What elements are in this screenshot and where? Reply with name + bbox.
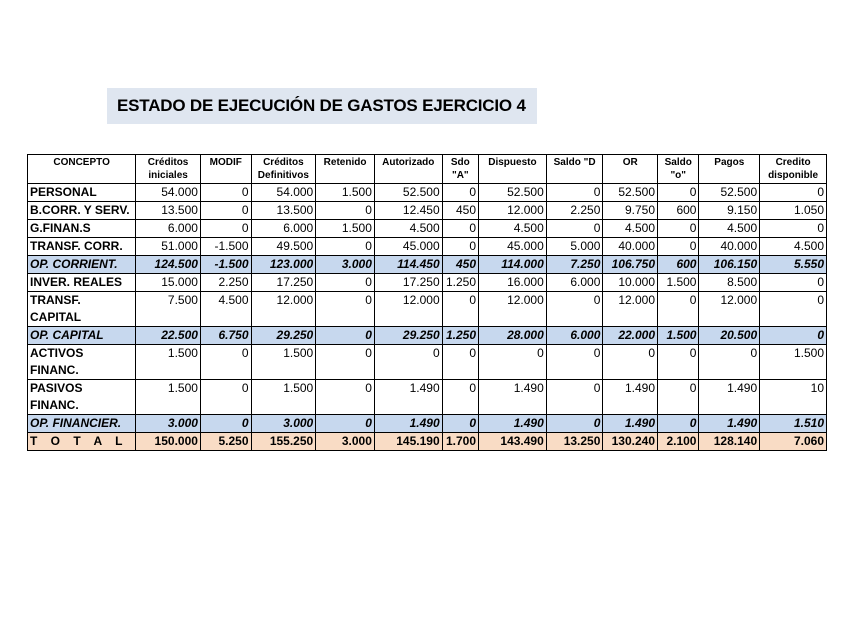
- value-cell: 0: [316, 345, 375, 380]
- value-cell: 0: [316, 415, 375, 433]
- value-cell: 0: [658, 415, 699, 433]
- value-cell: 1.490: [479, 380, 547, 415]
- value-cell: 40.000: [699, 238, 760, 256]
- table-row: [28, 274, 827, 292]
- value-cell: 16.000: [479, 274, 547, 292]
- concept-cell: OP. FINANCIER.: [28, 415, 136, 433]
- value-cell: 7.500: [136, 292, 201, 327]
- value-cell: 3.000: [251, 415, 316, 433]
- value-cell: 0: [760, 184, 827, 202]
- value-cell: 0: [200, 184, 251, 202]
- subtotal-row: [28, 256, 827, 274]
- value-cell: 12.000: [479, 202, 547, 220]
- value-cell: 0: [546, 220, 603, 238]
- column-header: Créditos iniciales: [136, 155, 201, 184]
- concept-cell: PASIVOS FINANC.: [28, 380, 136, 415]
- value-cell: 1.500: [251, 345, 316, 380]
- value-cell: 0: [658, 345, 699, 380]
- value-cell: 4.500: [374, 220, 442, 238]
- value-cell: 600: [658, 256, 699, 274]
- value-cell: 0: [546, 184, 603, 202]
- value-cell: 0: [442, 292, 478, 327]
- value-cell: 1.500: [760, 345, 827, 380]
- value-cell: 52.500: [374, 184, 442, 202]
- value-cell: 2.250: [200, 274, 251, 292]
- value-cell: 0: [658, 292, 699, 327]
- value-cell: 0: [603, 345, 658, 380]
- value-cell: 0: [442, 345, 478, 380]
- value-cell: 1.490: [374, 380, 442, 415]
- value-cell: 0: [442, 415, 478, 433]
- concept-cell: G.FINAN.S: [28, 220, 136, 238]
- value-cell: 9.150: [699, 202, 760, 220]
- value-cell: 13.500: [251, 202, 316, 220]
- value-cell: 17.250: [374, 274, 442, 292]
- value-cell: 5.550: [760, 256, 827, 274]
- value-cell: 6.000: [136, 220, 201, 238]
- column-header: Créditos Definitivos: [251, 155, 316, 184]
- value-cell: 1.500: [316, 220, 375, 238]
- value-cell: 8.500: [699, 274, 760, 292]
- value-cell: 123.000: [251, 256, 316, 274]
- value-cell: 12.000: [374, 292, 442, 327]
- value-cell: 7.060: [760, 433, 827, 451]
- value-cell: 17.250: [251, 274, 316, 292]
- value-cell: 0: [699, 345, 760, 380]
- value-cell: 0: [316, 292, 375, 327]
- concept-cell: INVER. REALES: [28, 274, 136, 292]
- value-cell: 12.000: [479, 292, 547, 327]
- value-cell: 1.700: [442, 433, 478, 451]
- value-cell: 0: [760, 220, 827, 238]
- value-cell: 10: [760, 380, 827, 415]
- value-cell: 0: [546, 345, 603, 380]
- value-cell: 0: [316, 274, 375, 292]
- value-cell: 600: [658, 202, 699, 220]
- value-cell: 0: [374, 345, 442, 380]
- value-cell: 0: [442, 380, 478, 415]
- concept-cell: T O T A L: [28, 433, 136, 451]
- value-cell: 0: [658, 380, 699, 415]
- value-cell: 0: [760, 274, 827, 292]
- value-cell: 1.500: [136, 345, 201, 380]
- value-cell: 0: [200, 345, 251, 380]
- value-cell: 10.000: [603, 274, 658, 292]
- table-row: [28, 184, 827, 202]
- value-cell: 7.250: [546, 256, 603, 274]
- value-cell: 1.510: [760, 415, 827, 433]
- table-row: [28, 220, 827, 238]
- value-cell: 114.450: [374, 256, 442, 274]
- concept-cell: TRANSF. CAPITAL: [28, 292, 136, 327]
- value-cell: 0: [760, 327, 827, 345]
- value-cell: 0: [200, 415, 251, 433]
- concept-cell: TRANSF. CORR.: [28, 238, 136, 256]
- value-cell: 13.500: [136, 202, 201, 220]
- value-cell: 1.250: [442, 274, 478, 292]
- value-cell: 0: [316, 380, 375, 415]
- value-cell: 15.000: [136, 274, 201, 292]
- value-cell: 1.490: [699, 415, 760, 433]
- value-cell: 150.000: [136, 433, 201, 451]
- subtotal-row: [28, 327, 827, 345]
- value-cell: 0: [442, 238, 478, 256]
- value-cell: 12.000: [699, 292, 760, 327]
- subtotal-row: [28, 415, 827, 433]
- value-cell: 0: [658, 184, 699, 202]
- value-cell: 0: [546, 415, 603, 433]
- value-cell: -1.500: [200, 256, 251, 274]
- value-cell: 1.250: [442, 327, 478, 345]
- value-cell: 1.500: [251, 380, 316, 415]
- value-cell: 143.490: [479, 433, 547, 451]
- table-row: [28, 202, 827, 220]
- value-cell: 5.000: [546, 238, 603, 256]
- value-cell: 1.490: [374, 415, 442, 433]
- value-cell: 4.500: [699, 220, 760, 238]
- value-cell: 2.100: [658, 433, 699, 451]
- value-cell: 6.000: [546, 327, 603, 345]
- value-cell: 12.000: [603, 292, 658, 327]
- value-cell: 1.490: [603, 380, 658, 415]
- value-cell: 2.250: [546, 202, 603, 220]
- value-cell: 12.450: [374, 202, 442, 220]
- column-header: Sdo "A": [442, 155, 478, 184]
- value-cell: 52.500: [603, 184, 658, 202]
- value-cell: 155.250: [251, 433, 316, 451]
- value-cell: 1.500: [658, 327, 699, 345]
- value-cell: 6.000: [546, 274, 603, 292]
- value-cell: 0: [316, 202, 375, 220]
- header-row: [28, 155, 827, 184]
- value-cell: 22.500: [136, 327, 201, 345]
- concept-cell: ACTIVOS FINANC.: [28, 345, 136, 380]
- value-cell: 1.490: [699, 380, 760, 415]
- concept-cell: PERSONAL: [28, 184, 136, 202]
- value-cell: 128.140: [699, 433, 760, 451]
- value-cell: 450: [442, 256, 478, 274]
- value-cell: 1.490: [603, 415, 658, 433]
- value-cell: 0: [760, 292, 827, 327]
- value-cell: 13.250: [546, 433, 603, 451]
- value-cell: 3.000: [136, 415, 201, 433]
- value-cell: 0: [442, 220, 478, 238]
- column-header: Autorizado: [374, 155, 442, 184]
- value-cell: 29.250: [374, 327, 442, 345]
- concept-cell: OP. CORRIENT.: [28, 256, 136, 274]
- value-cell: 9.750: [603, 202, 658, 220]
- value-cell: 130.240: [603, 433, 658, 451]
- column-header: MODIF: [200, 155, 251, 184]
- budget-execution-table: [27, 154, 827, 451]
- value-cell: 124.500: [136, 256, 201, 274]
- value-cell: 106.750: [603, 256, 658, 274]
- value-cell: 12.000: [251, 292, 316, 327]
- value-cell: 0: [316, 327, 375, 345]
- value-cell: 0: [200, 380, 251, 415]
- value-cell: 5.250: [200, 433, 251, 451]
- value-cell: 3.000: [316, 433, 375, 451]
- value-cell: 450: [442, 202, 478, 220]
- column-header: Dispuesto: [479, 155, 547, 184]
- value-cell: 0: [658, 220, 699, 238]
- value-cell: 1.500: [316, 184, 375, 202]
- value-cell: 0: [658, 238, 699, 256]
- table-body: [28, 184, 827, 451]
- column-header: Saldo "o": [658, 155, 699, 184]
- column-header: CONCEPTO: [28, 155, 136, 184]
- column-header: Retenido: [316, 155, 375, 184]
- value-cell: -1.500: [200, 238, 251, 256]
- value-cell: 4.500: [200, 292, 251, 327]
- table-row: [28, 238, 827, 256]
- value-cell: 28.000: [479, 327, 547, 345]
- column-header: Credito disponible: [760, 155, 827, 184]
- column-header: OR: [603, 155, 658, 184]
- table-row: [28, 292, 827, 327]
- value-cell: 0: [200, 202, 251, 220]
- value-cell: 54.000: [251, 184, 316, 202]
- value-cell: 0: [442, 184, 478, 202]
- value-cell: 1.500: [136, 380, 201, 415]
- value-cell: 4.500: [603, 220, 658, 238]
- total-row: [28, 433, 827, 451]
- value-cell: 40.000: [603, 238, 658, 256]
- value-cell: 145.190: [374, 433, 442, 451]
- concept-cell: B.CORR. Y SERV.: [28, 202, 136, 220]
- value-cell: 45.000: [479, 238, 547, 256]
- value-cell: 20.500: [699, 327, 760, 345]
- value-cell: 1.050: [760, 202, 827, 220]
- value-cell: 0: [200, 220, 251, 238]
- value-cell: 3.000: [316, 256, 375, 274]
- value-cell: 22.000: [603, 327, 658, 345]
- value-cell: 0: [479, 345, 547, 380]
- report-title: ESTADO DE EJECUCIÓN DE GASTOS EJERCICIO 4: [117, 96, 526, 115]
- value-cell: 4.500: [760, 238, 827, 256]
- value-cell: 51.000: [136, 238, 201, 256]
- value-cell: 29.250: [251, 327, 316, 345]
- value-cell: 52.500: [699, 184, 760, 202]
- value-cell: 106.150: [699, 256, 760, 274]
- column-header: Saldo "D: [546, 155, 603, 184]
- value-cell: 6.000: [251, 220, 316, 238]
- value-cell: 0: [546, 380, 603, 415]
- table-row: [28, 345, 827, 380]
- value-cell: 114.000: [479, 256, 547, 274]
- value-cell: 0: [316, 238, 375, 256]
- value-cell: 4.500: [479, 220, 547, 238]
- value-cell: 52.500: [479, 184, 547, 202]
- value-cell: 45.000: [374, 238, 442, 256]
- table-row: [28, 380, 827, 415]
- value-cell: 6.750: [200, 327, 251, 345]
- concept-cell: OP. CAPITAL: [28, 327, 136, 345]
- value-cell: 49.500: [251, 238, 316, 256]
- value-cell: 1.500: [658, 274, 699, 292]
- value-cell: 1.490: [479, 415, 547, 433]
- value-cell: 0: [546, 292, 603, 327]
- column-header: Pagos: [699, 155, 760, 184]
- value-cell: 54.000: [136, 184, 201, 202]
- report-title-box: [107, 88, 537, 124]
